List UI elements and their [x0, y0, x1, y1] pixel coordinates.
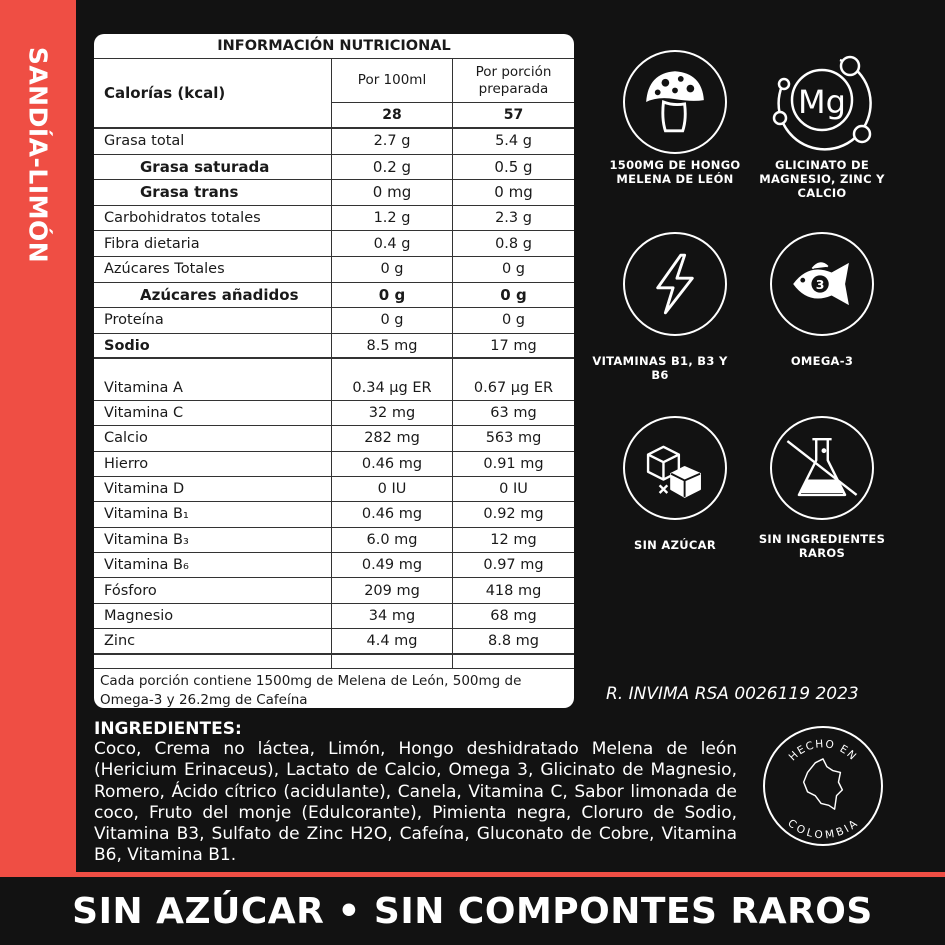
table-row [94, 180, 574, 206]
vitamins-label: VITAMINAS B1, B3 Y B6 [592, 354, 728, 382]
calories-value: 28 [382, 107, 402, 123]
calories-label: Calorías (kcal) [94, 59, 332, 127]
magnesium-label: GLICINATO DE MAGNESIO, ZINC Y CALCIO [759, 158, 885, 200]
nutrition-footnote: Cada porción contiene 1500mg de Melena de León, 500mg de Omega-3 y 26.2mg de Cafeína [100, 672, 522, 708]
per-100ml: 0 g [332, 283, 453, 308]
no-weird-label: SIN INGREDIENTES RAROS [758, 532, 886, 560]
per-100ml: 32 mg [332, 401, 453, 425]
column-label: Por 100ml [332, 59, 452, 103]
per-100ml: 1.2 g [332, 206, 453, 231]
nutrient-name: Azúcares añadidos [94, 283, 332, 308]
per-portion: 0.5 g [494, 157, 533, 176]
per-portion: 5.4 g [495, 133, 532, 150]
per-100ml: 0.49 mg [332, 553, 453, 577]
table-row [94, 155, 574, 181]
per-100ml: 34 mg [332, 604, 453, 628]
nutrient-name: Vitamina A [94, 375, 332, 399]
table-row [94, 528, 574, 553]
per-100ml: 0 IU [332, 477, 453, 501]
per-portion: 0 mg [494, 183, 533, 202]
table-row [94, 578, 574, 603]
nutrient-name: Fibra dietaria [94, 231, 332, 256]
nutrient-name: Vitamina B₆ [94, 553, 332, 577]
per-100ml: 0 g [332, 308, 453, 333]
per-portion: 0.67 μg ER [473, 379, 554, 396]
per-portion: 0 g [501, 261, 526, 278]
nutrition-panel [94, 34, 574, 708]
mushroom-icon [625, 52, 725, 152]
per-100ml: 209 mg [332, 578, 453, 602]
nutrient-name: Vitamina B₁ [94, 502, 332, 526]
per-100ml: 4.4 mg [332, 629, 453, 652]
nutrient-name: Vitamina C [94, 401, 332, 425]
per-portion: 63 mg [490, 404, 537, 421]
per-portion: 0 g [500, 285, 527, 304]
nutrient-name: Magnesio [94, 604, 332, 628]
per-portion: 0.8 g [495, 235, 532, 252]
per-portion: 563 mg [485, 430, 542, 447]
seal-bottom-text: COLOMBIA [785, 816, 861, 842]
per-portion: 68 mg [490, 608, 537, 625]
per-portion: 0.91 mg [483, 455, 544, 472]
per-portion: 0.97 mg [483, 557, 544, 574]
magnesium-symbol: Mg [798, 83, 846, 121]
table-row [94, 426, 574, 451]
nutrient-name: Calcio [94, 426, 332, 450]
mushroom-label: 1500MG DE HONGO MELENA DE LEÓN [609, 158, 741, 186]
nutrient-name: Hierro [94, 452, 332, 476]
nutrient-name: Grasa trans [94, 180, 332, 205]
per-portion: 0 IU [499, 481, 528, 498]
omega-number: 3 [815, 276, 825, 292]
per-100ml: 282 mg [332, 426, 453, 450]
column-per-portion [453, 59, 574, 127]
per-100ml: 2.7 g [332, 129, 453, 154]
footer-slogan: SIN AZÚCAR • SIN COMPONTES RAROS [72, 890, 873, 932]
per-portion: 17 mg [490, 337, 537, 354]
molecule-icon [770, 50, 874, 154]
flask-crossed-icon [772, 418, 872, 518]
per-portion: 0 g [501, 312, 526, 329]
flavor-label: SANDÍA-LIMÓN [23, 46, 53, 264]
table-row [94, 206, 574, 232]
table-row [94, 129, 574, 155]
per-100ml: 0.2 g [332, 155, 453, 180]
nutrient-name: Fósforo [94, 578, 332, 602]
svg-text:COLOMBIA [785, 816, 860, 841]
omega-label: OMEGA-3 [790, 354, 854, 368]
per-portion: 12 mg [490, 531, 537, 548]
table-row [94, 452, 574, 477]
table-row [94, 604, 574, 629]
table-row [94, 231, 574, 257]
nutrient-name: Carbohidratos totales [94, 206, 332, 231]
colombia-map-icon [765, 728, 881, 844]
invima-registration: R. INVIMA RSA 0026119 2023 [606, 684, 859, 704]
table-row [94, 308, 574, 334]
per-100ml: 8.5 mg [332, 334, 453, 358]
spacer-row [94, 359, 574, 375]
nutrient-name: Proteína [94, 308, 332, 333]
table-row [94, 283, 574, 309]
magnesium-badge [770, 50, 874, 154]
per-portion: 0.92 mg [483, 506, 544, 523]
table-row [94, 553, 574, 578]
no-weird-badge [770, 416, 874, 520]
per-100ml: 0 g [332, 257, 453, 282]
sugar-cubes-icon [625, 418, 725, 518]
per-100ml: 0.46 mg [332, 452, 453, 476]
vitamins-badge [623, 232, 727, 336]
footer-banner [0, 877, 945, 945]
table-row [94, 257, 574, 283]
nutrient-name: Zinc [94, 629, 332, 652]
table-row [94, 629, 574, 654]
ingredients-title: INGREDIENTES: [94, 719, 242, 739]
table-row [94, 502, 574, 527]
per-portion: 418 mg [485, 582, 542, 599]
per-portion: 8.8 mg [488, 632, 539, 649]
table-row [94, 477, 574, 502]
per-100ml: 0.34 μg ER [332, 375, 453, 399]
per-100ml: 0 mg [332, 180, 453, 205]
made-in-colombia-seal [763, 726, 883, 846]
nutrient-name: Sodio [94, 334, 332, 358]
no-sugar-label: SIN AZÚCAR [634, 538, 716, 552]
per-100ml: 0.46 mg [332, 502, 453, 526]
column-per-100ml [332, 59, 453, 127]
omega-badge [770, 232, 874, 336]
lightning-icon [625, 234, 725, 334]
per-portion: 2.3 g [495, 210, 532, 227]
macros-table [94, 129, 574, 359]
fish-icon [772, 234, 872, 334]
nutrient-name: Azúcares Totales [94, 257, 332, 282]
nutrient-name: Grasa saturada [94, 155, 332, 180]
seal-top-text: HECHO EN [786, 737, 860, 764]
vitamins-table [94, 375, 574, 654]
table-row [94, 375, 574, 400]
spacer-row [94, 655, 574, 669]
mushroom-badge [623, 50, 727, 154]
per-100ml: 6.0 mg [332, 528, 453, 552]
nutrient-name: Vitamina D [94, 477, 332, 501]
column-label: Por porción preparada [453, 59, 574, 103]
nutrient-name: Grasa total [94, 129, 332, 154]
nutrition-title: INFORMACIÓN NUTRICIONAL [94, 34, 574, 59]
per-100ml: 0.4 g [332, 231, 453, 256]
table-row [94, 334, 574, 360]
ingredients-text: Coco, Crema no láctea, Limón, Hongo deshidratado Melena de león (Hericium Erinaceus), Lactato de Calcio, Omega 3, Glicinato de Magnesio, Romero, Ácido cítrico (acidulante), Canela, Vitamina C, Sabor limonada de coco, Fruto del monje (Edulcorante), Pimienta negra, Cloruro de Sodio, Vitamina B3, Sulfato de Zinc H2O, Cafeína, Gluconato de Cobre, Vitamina B6, Vitamina B1. [94, 739, 737, 866]
nutrient-name: Vitamina B₃ [94, 528, 332, 552]
no-sugar-badge [623, 416, 727, 520]
nutrition-header [94, 59, 574, 129]
table-row [94, 401, 574, 426]
calories-value: 57 [503, 107, 524, 123]
